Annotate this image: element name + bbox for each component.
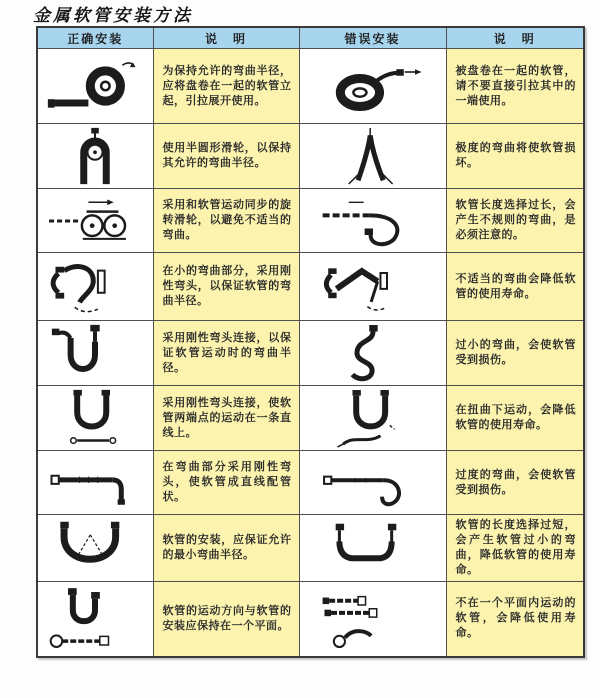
coiled-hose-upright-illustration — [42, 53, 148, 119]
explanation-text: 软管的长度选择过短，会产生软管过小的弯曲，降低软管的使用寿命。 — [455, 519, 576, 576]
installation-table — [36, 26, 585, 658]
explanation-text: 不适当的弯曲会降低软管的使用寿命。 — [455, 272, 576, 300]
explanation-text: 不在一个平面内运动的软管，会降低使用寿命。 — [455, 597, 576, 640]
explanation-text: 在弯曲部分采用刚性弯头，使软管成直线配管状。 — [162, 461, 292, 503]
straight-run-with-rigid-elbow-illustration — [42, 454, 148, 512]
coiled-hose-end-pulled-illustration — [317, 53, 429, 119]
header-explanation-1: 说 明 — [153, 27, 299, 49]
header-wrong-installation: 错误安装 — [299, 27, 446, 49]
explanation-text: 极度的弯曲将使软管损坏。 — [455, 142, 576, 169]
header-correct-installation: 正确安装 — [37, 27, 153, 49]
table-row — [37, 451, 584, 515]
table-row — [37, 253, 584, 321]
table-row — [37, 49, 584, 124]
table-row — [37, 124, 584, 189]
improper-sharp-bend-illustration — [317, 256, 429, 318]
header-explanation-2: 说 明 — [446, 27, 584, 49]
single-plane-s-trap-illustration — [42, 586, 148, 652]
explanation-text: 在扭曲下运动，会降低软管的使用寿命。 — [455, 404, 576, 431]
table-row — [37, 386, 584, 451]
table-row — [37, 321, 584, 386]
table-row — [37, 582, 584, 657]
explanation-text: 使用半圆形滑轮，以保持其允许的弯曲半径。 — [162, 142, 292, 169]
explanation-text: 过度的弯曲，会使软管受到损伤。 — [455, 468, 576, 496]
explanation-text: 为保持允许的弯曲半径，应将盘卷在一起的软管立起，引拉展开使用。 — [162, 64, 292, 107]
rigid-elbow-connection-u-hose-illustration — [42, 323, 148, 383]
explanation-text: 过小的弯曲，会使软管受到损伤。 — [455, 339, 576, 366]
too-short-flat-u-illustration — [317, 518, 429, 578]
sharply-folded-hanging-hose-illustration — [317, 126, 429, 186]
hose-over-semicircular-pulley-illustration — [42, 126, 148, 186]
multi-plane-segments-illustration — [317, 586, 429, 652]
synchronized-rotating-pulleys-illustration — [42, 191, 148, 251]
u-hose-endpoints-inline-illustration — [42, 388, 148, 448]
explanation-text: 采用刚性弯头连接，以保证软管运动时的弯曲半径。 — [162, 331, 292, 374]
explanation-text: 采用和软管运动同步的旋转滑轮，以避免不适当的弯曲。 — [162, 199, 292, 241]
explanation-text: 软管的安装，应保证允许的最小弯曲半径。 — [162, 534, 292, 561]
rigid-elbow-small-bend-illustration — [42, 256, 148, 318]
explanation-text: 采用刚性弯头连接，使软管两端点的运动在一条直线上。 — [162, 396, 292, 439]
minimum-bend-radius-u-illustration — [42, 518, 148, 578]
explanation-text: 软管长度选择过长，会产生不规则的弯曲，是必须注意的。 — [455, 199, 576, 241]
explanation-text: 软管的运动方向与软管的安装应保持在一个平面。 — [162, 604, 292, 632]
overbent-hook-illustration — [317, 454, 429, 512]
table-row — [37, 515, 584, 582]
table-row — [37, 189, 584, 253]
under-radius-s-bend-illustration — [317, 323, 429, 383]
page-title: 金属软管安装方法 — [33, 6, 193, 25]
explanation-text: 在小的弯曲部分，采用刚性弯头，以保证软管的弯曲半径。 — [162, 265, 292, 307]
header-row — [37, 27, 584, 49]
overlong-hose-irregular-loop-illustration — [317, 191, 429, 251]
u-hose-twisted-motion-illustration — [317, 388, 429, 448]
explanation-text: 被盘卷在一起的软管，请不要直接引拉其中的一端使用。 — [455, 64, 576, 107]
